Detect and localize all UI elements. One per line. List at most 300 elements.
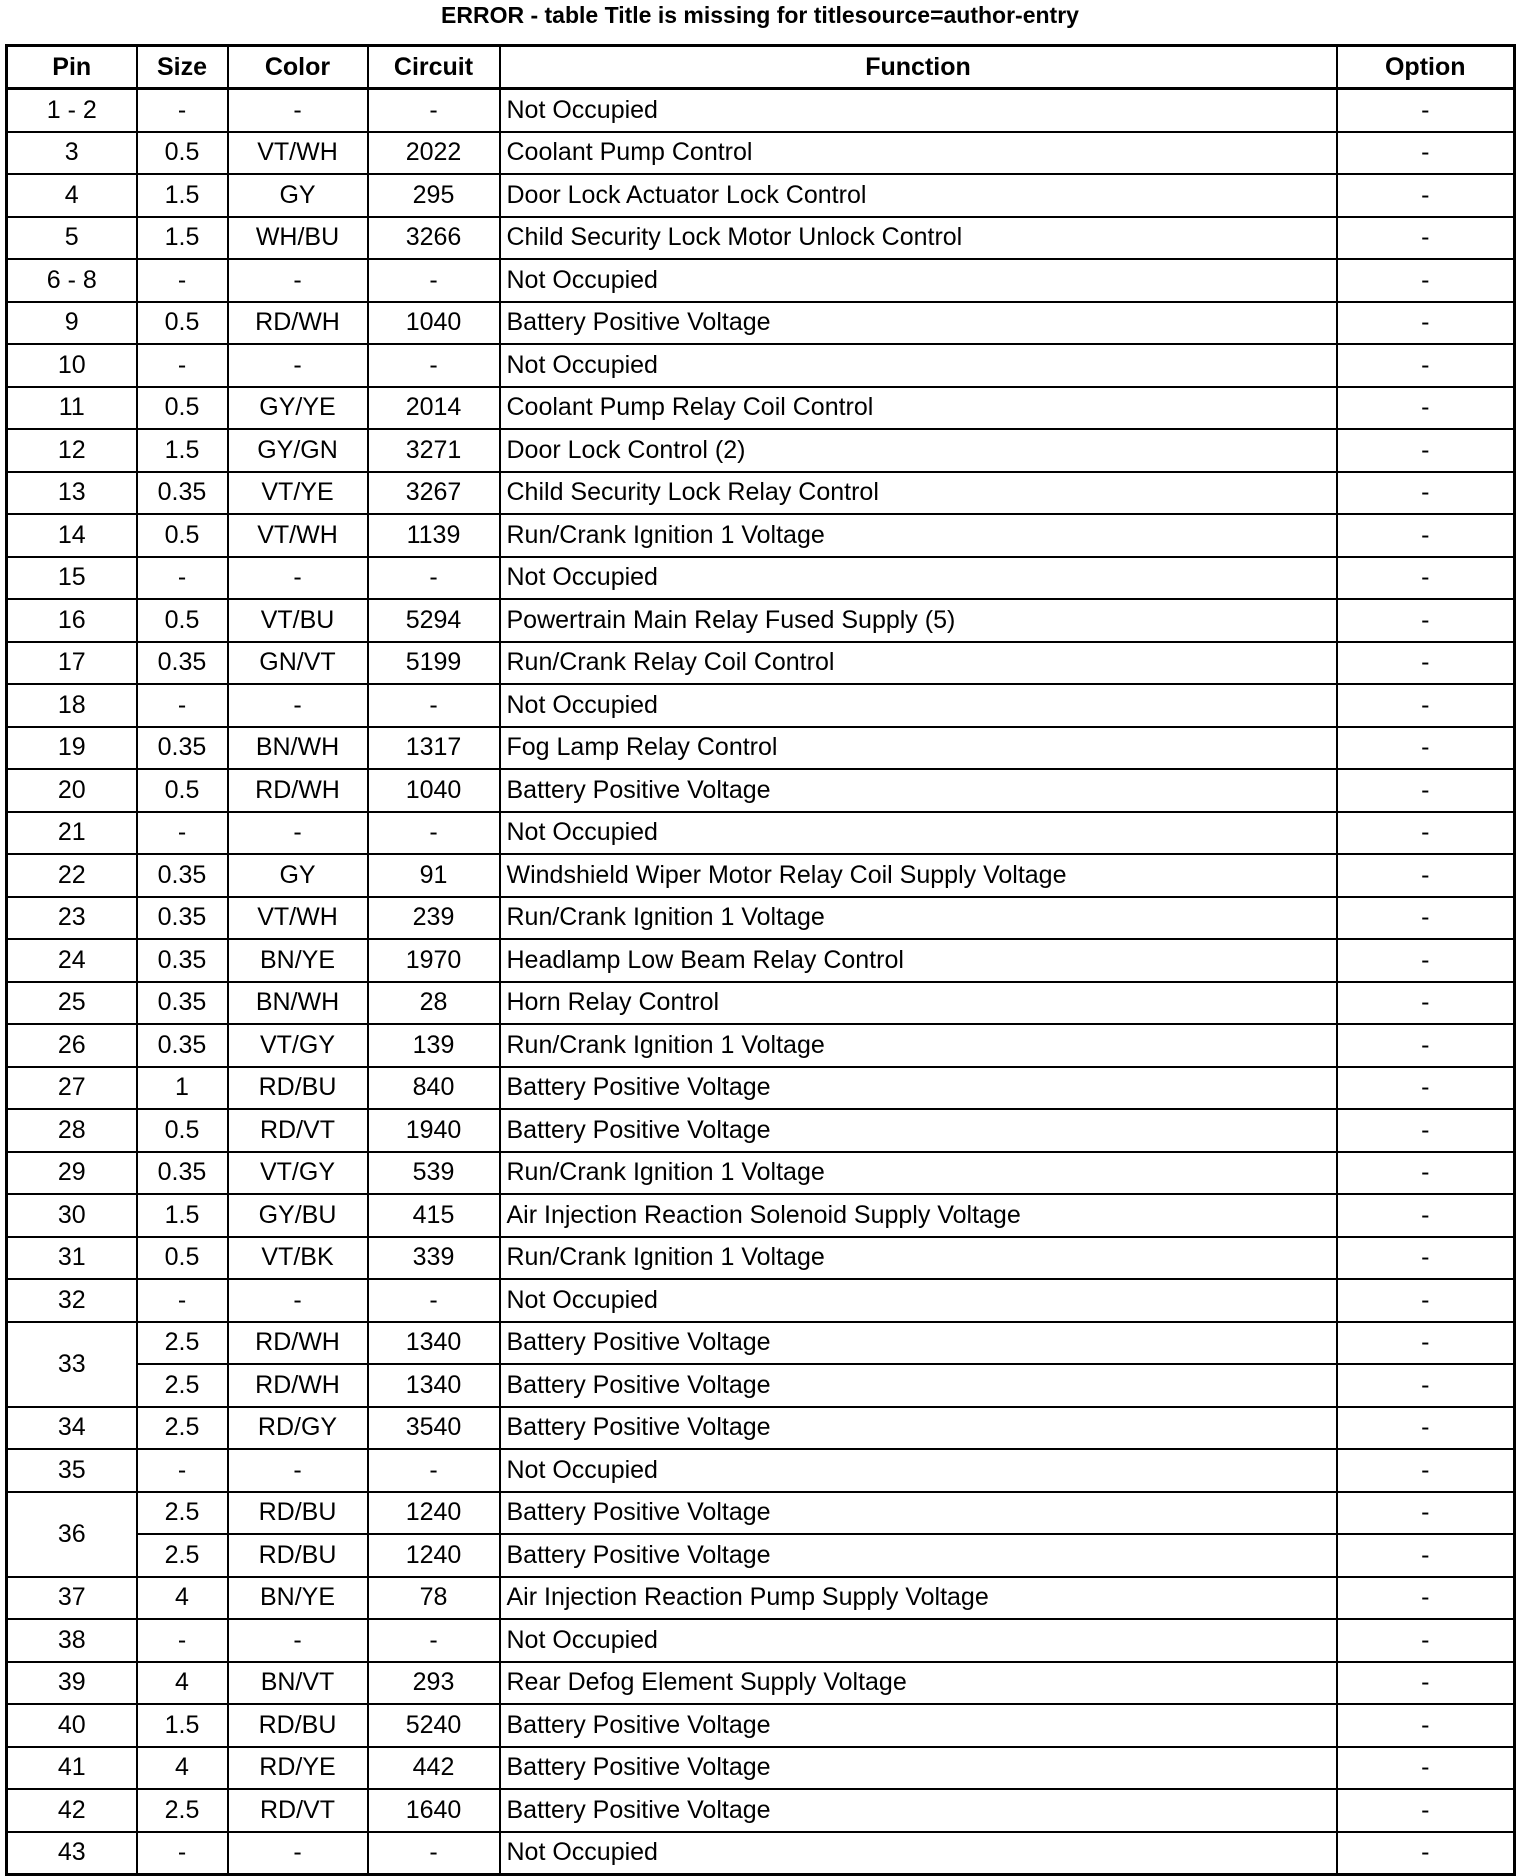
cell-pin: 10 — [7, 344, 137, 387]
cell-option: - — [1337, 514, 1515, 557]
cell-color: GY/BU — [228, 1194, 368, 1237]
cell-option: - — [1337, 1194, 1515, 1237]
cell-size: 0.5 — [137, 599, 228, 642]
cell-function: Battery Positive Voltage — [500, 1407, 1337, 1450]
cell-option: - — [1337, 1237, 1515, 1280]
cell-size: - — [137, 812, 228, 855]
table-title: ERROR - table Title is missing for titlesource=author-entry — [441, 2, 1079, 28]
cell-function: Coolant Pump Control — [500, 132, 1337, 175]
cell-circuit: 539 — [368, 1152, 500, 1195]
cell-circuit: 28 — [368, 982, 500, 1025]
cell-size: - — [137, 684, 228, 727]
cell-function: Not Occupied — [500, 557, 1337, 600]
cell-size: 1.5 — [137, 1194, 228, 1237]
cell-pin: 3 — [7, 132, 137, 175]
cell-option: - — [1337, 1662, 1515, 1705]
table-row — [7, 259, 1515, 302]
cell-option: - — [1337, 1322, 1515, 1365]
cell-color: VT/GY — [228, 1152, 368, 1195]
cell-color: GY — [228, 174, 368, 217]
cell-color: RD/BU — [228, 1704, 368, 1747]
cell-size: 2.5 — [137, 1534, 228, 1577]
cell-function: Not Occupied — [500, 89, 1337, 132]
cell-circuit: 293 — [368, 1662, 500, 1705]
cell-pin: 36 — [7, 1492, 137, 1577]
cell-size: - — [137, 1619, 228, 1662]
cell-pin: 16 — [7, 599, 137, 642]
cell-size: 0.5 — [137, 302, 228, 345]
cell-function: Run/Crank Ignition 1 Voltage — [500, 1237, 1337, 1280]
cell-circuit: 840 — [368, 1067, 500, 1110]
cell-function: Child Security Lock Motor Unlock Control — [500, 217, 1337, 260]
cell-option: - — [1337, 727, 1515, 770]
cell-size: - — [137, 89, 228, 132]
cell-color: RD/WH — [228, 1364, 368, 1407]
cell-pin: 39 — [7, 1662, 137, 1705]
cell-function: Battery Positive Voltage — [500, 1789, 1337, 1832]
cell-circuit: 339 — [368, 1237, 500, 1280]
table-row — [7, 1747, 1515, 1790]
cell-color: RD/BU — [228, 1534, 368, 1577]
cell-pin: 26 — [7, 1024, 137, 1067]
column-header-color: Color — [228, 46, 368, 89]
cell-pin: 34 — [7, 1407, 137, 1450]
cell-circuit: 1240 — [368, 1492, 500, 1535]
cell-function: Run/Crank Ignition 1 Voltage — [500, 897, 1337, 940]
cell-circuit: 1970 — [368, 939, 500, 982]
table-row — [7, 387, 1515, 430]
table-row — [7, 727, 1515, 770]
cell-pin: 40 — [7, 1704, 137, 1747]
table-row — [7, 217, 1515, 260]
cell-circuit: 1640 — [368, 1789, 500, 1832]
table-row — [7, 557, 1515, 600]
cell-pin: 12 — [7, 429, 137, 472]
cell-function: Battery Positive Voltage — [500, 1534, 1337, 1577]
cell-pin: 20 — [7, 769, 137, 812]
cell-size: - — [137, 557, 228, 600]
cell-pin: 15 — [7, 557, 137, 600]
cell-color: - — [228, 812, 368, 855]
cell-function: Rear Defog Element Supply Voltage — [500, 1662, 1337, 1705]
cell-size: 1.5 — [137, 174, 228, 217]
table-row — [7, 642, 1515, 685]
cell-pin: 30 — [7, 1194, 137, 1237]
cell-pin: 17 — [7, 642, 137, 685]
cell-size: 1.5 — [137, 217, 228, 260]
cell-color: - — [228, 1619, 368, 1662]
cell-option: - — [1337, 1279, 1515, 1322]
cell-circuit: 2022 — [368, 132, 500, 175]
table-row — [7, 1067, 1515, 1110]
cell-color: BN/VT — [228, 1662, 368, 1705]
column-header-function: Function — [500, 46, 1337, 89]
cell-circuit: - — [368, 1619, 500, 1662]
cell-circuit: - — [368, 89, 500, 132]
cell-color: BN/WH — [228, 727, 368, 770]
cell-option: - — [1337, 684, 1515, 727]
cell-pin: 43 — [7, 1832, 137, 1875]
table-row — [7, 1492, 1515, 1535]
cell-function: Battery Positive Voltage — [500, 1364, 1337, 1407]
cell-option: - — [1337, 472, 1515, 515]
cell-function: Fog Lamp Relay Control — [500, 727, 1337, 770]
table-row — [7, 1832, 1515, 1875]
cell-function: Door Lock Control (2) — [500, 429, 1337, 472]
table-row — [7, 514, 1515, 557]
cell-color: RD/WH — [228, 1322, 368, 1365]
cell-option: - — [1337, 812, 1515, 855]
cell-option: - — [1337, 982, 1515, 1025]
cell-pin: 18 — [7, 684, 137, 727]
cell-circuit: - — [368, 344, 500, 387]
cell-color: VT/WH — [228, 514, 368, 557]
cell-circuit: 1940 — [368, 1109, 500, 1152]
cell-size: 0.5 — [137, 769, 228, 812]
table-row — [7, 1194, 1515, 1237]
cell-function: Battery Positive Voltage — [500, 769, 1337, 812]
cell-size: 0.5 — [137, 1109, 228, 1152]
cell-option: - — [1337, 89, 1515, 132]
cell-size: 1.5 — [137, 1704, 228, 1747]
cell-size: 2.5 — [137, 1492, 228, 1535]
cell-color: BN/YE — [228, 1577, 368, 1620]
table-row — [7, 1024, 1515, 1067]
cell-circuit: 1340 — [368, 1322, 500, 1365]
cell-color: VT/BK — [228, 1237, 368, 1280]
table-row — [7, 132, 1515, 175]
cell-option: - — [1337, 1534, 1515, 1577]
cell-color: BN/WH — [228, 982, 368, 1025]
cell-function: Coolant Pump Relay Coil Control — [500, 387, 1337, 430]
cell-pin: 25 — [7, 982, 137, 1025]
cell-circuit: - — [368, 812, 500, 855]
cell-size: 0.5 — [137, 1237, 228, 1280]
cell-option: - — [1337, 259, 1515, 302]
cell-circuit: - — [368, 1279, 500, 1322]
table-row — [7, 939, 1515, 982]
cell-option: - — [1337, 1619, 1515, 1662]
table-row — [7, 1577, 1515, 1620]
cell-option: - — [1337, 429, 1515, 472]
cell-pin: 11 — [7, 387, 137, 430]
cell-option: - — [1337, 854, 1515, 897]
cell-option: - — [1337, 1747, 1515, 1790]
table-row — [7, 1237, 1515, 1280]
cell-pin: 27 — [7, 1067, 137, 1110]
cell-size: 1 — [137, 1067, 228, 1110]
table-row — [7, 812, 1515, 855]
cell-option: - — [1337, 1577, 1515, 1620]
cell-color: RD/BU — [228, 1492, 368, 1535]
table-row — [7, 1534, 1515, 1577]
cell-function: Door Lock Actuator Lock Control — [500, 174, 1337, 217]
cell-option: - — [1337, 1024, 1515, 1067]
cell-circuit: 2014 — [368, 387, 500, 430]
cell-pin: 29 — [7, 1152, 137, 1195]
cell-color: - — [228, 344, 368, 387]
cell-pin: 9 — [7, 302, 137, 345]
cell-color: RD/VT — [228, 1109, 368, 1152]
cell-size: 4 — [137, 1747, 228, 1790]
cell-function: Horn Relay Control — [500, 982, 1337, 1025]
cell-circuit: - — [368, 557, 500, 600]
table-row — [7, 429, 1515, 472]
cell-option: - — [1337, 1152, 1515, 1195]
cell-option: - — [1337, 344, 1515, 387]
cell-option: - — [1337, 1832, 1515, 1875]
cell-color: - — [228, 1449, 368, 1492]
cell-function: Battery Positive Voltage — [500, 302, 1337, 345]
cell-option: - — [1337, 1067, 1515, 1110]
cell-option: - — [1337, 1407, 1515, 1450]
cell-circuit: 139 — [368, 1024, 500, 1067]
cell-size: 2.5 — [137, 1789, 228, 1832]
cell-function: Not Occupied — [500, 1449, 1337, 1492]
cell-circuit: 91 — [368, 854, 500, 897]
cell-circuit: 5294 — [368, 599, 500, 642]
table-header-row — [7, 46, 1515, 89]
cell-option: - — [1337, 897, 1515, 940]
cell-function: Run/Crank Relay Coil Control — [500, 642, 1337, 685]
cell-size: - — [137, 1449, 228, 1492]
table-row — [7, 1619, 1515, 1662]
cell-pin: 22 — [7, 854, 137, 897]
cell-size: 0.35 — [137, 982, 228, 1025]
cell-pin: 21 — [7, 812, 137, 855]
cell-color: WH/BU — [228, 217, 368, 260]
cell-function: Battery Positive Voltage — [500, 1109, 1337, 1152]
cell-size: 2.5 — [137, 1407, 228, 1450]
cell-function: Headlamp Low Beam Relay Control — [500, 939, 1337, 982]
table-row — [7, 1322, 1515, 1365]
cell-size: 0.5 — [137, 514, 228, 557]
cell-function: Run/Crank Ignition 1 Voltage — [500, 1024, 1337, 1067]
cell-option: - — [1337, 132, 1515, 175]
table-row — [7, 1109, 1515, 1152]
cell-size: 0.5 — [137, 132, 228, 175]
cell-option: - — [1337, 174, 1515, 217]
cell-function: Windshield Wiper Motor Relay Coil Supply Voltage — [500, 854, 1337, 897]
cell-circuit: 1240 — [368, 1534, 500, 1577]
cell-size: 1.5 — [137, 429, 228, 472]
cell-color: VT/GY — [228, 1024, 368, 1067]
cell-size: 4 — [137, 1577, 228, 1620]
cell-color: VT/WH — [228, 897, 368, 940]
connector-pinout-table — [5, 44, 1516, 1876]
cell-pin: 6 - 8 — [7, 259, 137, 302]
cell-circuit: 3267 — [368, 472, 500, 515]
cell-pin: 38 — [7, 1619, 137, 1662]
cell-function: Air Injection Reaction Solenoid Supply Voltage — [500, 1194, 1337, 1237]
cell-circuit: 1340 — [368, 1364, 500, 1407]
cell-size: 2.5 — [137, 1364, 228, 1407]
cell-color: RD/GY — [228, 1407, 368, 1450]
cell-function: Child Security Lock Relay Control — [500, 472, 1337, 515]
cell-size: - — [137, 1279, 228, 1322]
cell-size: - — [137, 1832, 228, 1875]
table-row — [7, 769, 1515, 812]
cell-circuit: 239 — [368, 897, 500, 940]
cell-function: Not Occupied — [500, 1619, 1337, 1662]
table-row — [7, 1407, 1515, 1450]
cell-size: 0.35 — [137, 1024, 228, 1067]
cell-option: - — [1337, 1109, 1515, 1152]
cell-option: - — [1337, 1789, 1515, 1832]
cell-function: Battery Positive Voltage — [500, 1322, 1337, 1365]
table-row — [7, 599, 1515, 642]
cell-function: Powertrain Main Relay Fused Supply (5) — [500, 599, 1337, 642]
cell-circuit: - — [368, 259, 500, 302]
cell-option: - — [1337, 387, 1515, 430]
cell-option: - — [1337, 302, 1515, 345]
cell-circuit: 3540 — [368, 1407, 500, 1450]
table-row — [7, 897, 1515, 940]
cell-size: 0.35 — [137, 727, 228, 770]
cell-color: VT/WH — [228, 132, 368, 175]
cell-circuit: 3266 — [368, 217, 500, 260]
cell-circuit: 1139 — [368, 514, 500, 557]
cell-function: Battery Positive Voltage — [500, 1492, 1337, 1535]
cell-color: RD/BU — [228, 1067, 368, 1110]
cell-size: 0.35 — [137, 642, 228, 685]
cell-function: Battery Positive Voltage — [500, 1747, 1337, 1790]
cell-function: Not Occupied — [500, 812, 1337, 855]
cell-size: 4 — [137, 1662, 228, 1705]
cell-function: Not Occupied — [500, 259, 1337, 302]
cell-color: - — [228, 259, 368, 302]
table-row — [7, 684, 1515, 727]
cell-circuit: 415 — [368, 1194, 500, 1237]
cell-circuit: - — [368, 684, 500, 727]
cell-pin: 4 — [7, 174, 137, 217]
cell-color: RD/WH — [228, 769, 368, 812]
cell-pin: 33 — [7, 1322, 137, 1407]
cell-option: - — [1337, 1704, 1515, 1747]
cell-circuit: 3271 — [368, 429, 500, 472]
cell-function: Not Occupied — [500, 684, 1337, 727]
cell-function: Run/Crank Ignition 1 Voltage — [500, 514, 1337, 557]
cell-pin: 28 — [7, 1109, 137, 1152]
table-row — [7, 1364, 1515, 1407]
cell-size: - — [137, 344, 228, 387]
cell-function: Not Occupied — [500, 1832, 1337, 1875]
cell-circuit: 442 — [368, 1747, 500, 1790]
column-header-size: Size — [137, 46, 228, 89]
cell-pin: 37 — [7, 1577, 137, 1620]
cell-color: - — [228, 557, 368, 600]
cell-color: GY — [228, 854, 368, 897]
cell-function: Battery Positive Voltage — [500, 1067, 1337, 1110]
cell-pin: 32 — [7, 1279, 137, 1322]
column-header-option: Option — [1337, 46, 1515, 89]
cell-size: 0.35 — [137, 897, 228, 940]
cell-color: RD/WH — [228, 302, 368, 345]
table-row — [7, 1152, 1515, 1195]
table-row — [7, 472, 1515, 515]
cell-pin: 24 — [7, 939, 137, 982]
cell-option: - — [1337, 599, 1515, 642]
cell-function: Air Injection Reaction Pump Supply Voltage — [500, 1577, 1337, 1620]
cell-color: VT/YE — [228, 472, 368, 515]
column-header-circuit: Circuit — [368, 46, 500, 89]
cell-size: 0.35 — [137, 1152, 228, 1195]
cell-color: - — [228, 89, 368, 132]
table-row — [7, 1789, 1515, 1832]
cell-circuit: 1317 — [368, 727, 500, 770]
cell-color: GY/YE — [228, 387, 368, 430]
cell-function: Not Occupied — [500, 1279, 1337, 1322]
cell-size: 0.5 — [137, 387, 228, 430]
table-row — [7, 344, 1515, 387]
cell-color: GY/GN — [228, 429, 368, 472]
cell-pin: 23 — [7, 897, 137, 940]
cell-option: - — [1337, 217, 1515, 260]
cell-option: - — [1337, 1364, 1515, 1407]
cell-circuit: 5240 — [368, 1704, 500, 1747]
cell-circuit: - — [368, 1449, 500, 1492]
table-row — [7, 174, 1515, 217]
cell-option: - — [1337, 1492, 1515, 1535]
cell-color: BN/YE — [228, 939, 368, 982]
cell-pin: 42 — [7, 1789, 137, 1832]
table-row — [7, 1279, 1515, 1322]
table-row — [7, 854, 1515, 897]
cell-color: - — [228, 684, 368, 727]
cell-color: - — [228, 1279, 368, 1322]
cell-circuit: 5199 — [368, 642, 500, 685]
cell-color: GN/VT — [228, 642, 368, 685]
cell-function: Not Occupied — [500, 344, 1337, 387]
table-row — [7, 1662, 1515, 1705]
cell-function: Run/Crank Ignition 1 Voltage — [500, 1152, 1337, 1195]
cell-size: - — [137, 259, 228, 302]
cell-size: 0.35 — [137, 939, 228, 982]
cell-circuit: 78 — [368, 1577, 500, 1620]
cell-circuit: - — [368, 1832, 500, 1875]
cell-pin: 41 — [7, 1747, 137, 1790]
cell-size: 0.35 — [137, 472, 228, 515]
cell-pin: 13 — [7, 472, 137, 515]
cell-color: VT/BU — [228, 599, 368, 642]
cell-option: - — [1337, 939, 1515, 982]
cell-color: RD/VT — [228, 1789, 368, 1832]
cell-pin: 5 — [7, 217, 137, 260]
cell-option: - — [1337, 642, 1515, 685]
cell-pin: 1 - 2 — [7, 89, 137, 132]
cell-size: 2.5 — [137, 1322, 228, 1365]
column-header-pin: Pin — [7, 46, 137, 89]
cell-pin: 19 — [7, 727, 137, 770]
cell-function: Battery Positive Voltage — [500, 1704, 1337, 1747]
cell-option: - — [1337, 769, 1515, 812]
cell-option: - — [1337, 557, 1515, 600]
cell-size: 0.35 — [137, 854, 228, 897]
cell-color: - — [228, 1832, 368, 1875]
table-row — [7, 982, 1515, 1025]
cell-pin: 35 — [7, 1449, 137, 1492]
table-row — [7, 89, 1515, 132]
table-row — [7, 302, 1515, 345]
cell-color: RD/YE — [228, 1747, 368, 1790]
cell-pin: 14 — [7, 514, 137, 557]
table-body — [7, 89, 1515, 1875]
cell-circuit: 295 — [368, 174, 500, 217]
cell-circuit: 1040 — [368, 302, 500, 345]
table-row — [7, 1449, 1515, 1492]
cell-pin: 31 — [7, 1237, 137, 1280]
cell-option: - — [1337, 1449, 1515, 1492]
